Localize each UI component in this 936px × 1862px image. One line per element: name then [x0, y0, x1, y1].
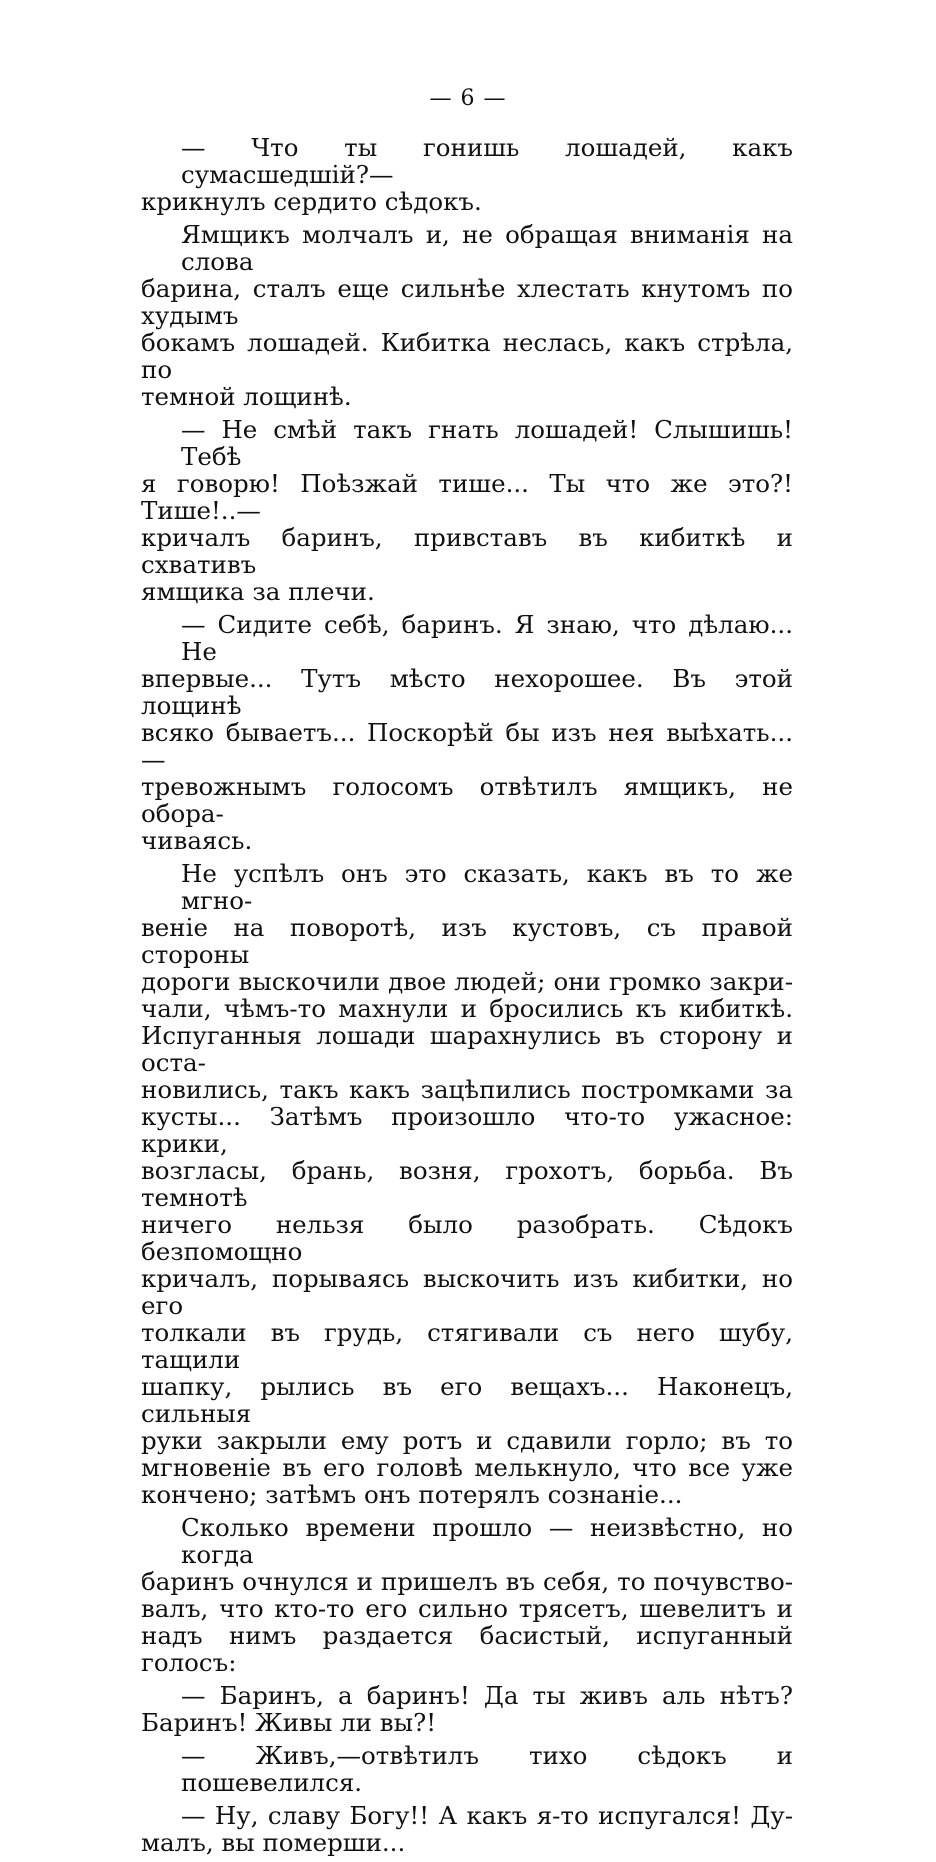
- text-line: всяко бываетъ... Поскорѣй бы изъ нея выѣхать... —: [141, 718, 793, 774]
- text-line: — Что ты гонишь лошадей, какъ сумасшедшій?—: [181, 133, 793, 189]
- text-line: Не успѣлъ онъ это сказать, какъ въ то же мгно-: [181, 859, 793, 915]
- text-line: впервые... Тутъ мѣсто нехорошее. Въ этой лощинѣ: [141, 664, 793, 720]
- text-line: темной лощинѣ.: [141, 382, 352, 411]
- paragraph: [141, 611, 793, 854]
- paragraph: [141, 1802, 793, 1856]
- text-line: — Ну, славу Богу!! А какъ я-то испугался! Ду-: [181, 1801, 793, 1830]
- text-line: дороги выскочили двое людей; они громко закри-: [141, 967, 793, 996]
- text-line: Ямщикъ молчалъ и, не обращая вниманія на слова: [181, 220, 793, 276]
- paragraph: [141, 1514, 793, 1676]
- text-line: — Не смѣй такъ гнать лошадей! Слышишь! Тебѣ: [181, 415, 793, 471]
- text-line: Испуганныя лошади шарахнулись въ сторону и оста-: [141, 1021, 793, 1077]
- text-line: кричалъ баринъ, привставъ въ кибиткѣ и схвативъ: [141, 523, 793, 579]
- text-line: чали, чѣмъ-то махнули и бросились къ кибиткѣ.: [141, 994, 793, 1023]
- text-line: валъ, что кто-то его сильно трясетъ, шевелитъ и: [141, 1594, 793, 1623]
- text-line: барина, сталъ еще сильнѣе хлестать кнутомъ по худымъ: [141, 274, 793, 330]
- text-line: чиваясь.: [141, 826, 253, 855]
- page-number: — 6 —: [429, 86, 507, 111]
- text-line: руки закрыли ему ротъ и сдавили горло; въ то: [141, 1426, 793, 1455]
- text-line: малъ, вы померши...: [141, 1828, 406, 1857]
- text-line: надъ нимъ раздается басистый, испуганный голосъ:: [141, 1621, 793, 1677]
- text-line: баринъ очнулся и пришелъ въ себя, то почувство-: [141, 1567, 793, 1596]
- text-line: бокамъ лошадей. Кибитка неслась, какъ стрѣла, по: [141, 328, 793, 384]
- paragraph: [141, 860, 793, 1508]
- text-line: тревожнымъ голосомъ отвѣтилъ ямщикъ, не обора-: [141, 772, 793, 828]
- paragraph: [141, 134, 793, 215]
- text-line: шапку, рылись въ его вещахъ... Наконецъ, сильныя: [141, 1372, 793, 1428]
- paragraph: [141, 1682, 793, 1736]
- body-text: [141, 134, 793, 1862]
- text-line: мгновеніе въ его головѣ мелькнуло, что все уже: [141, 1453, 793, 1482]
- text-line: Баринъ! Живы ли вы?!: [141, 1708, 437, 1737]
- text-line: ямщика за плечи.: [141, 577, 375, 606]
- text-line: Сколько времени прошло — неизвѣстно, но когда: [181, 1513, 793, 1569]
- text-line: толкали въ грудь, стягивали съ него шубу, тащили: [141, 1318, 793, 1374]
- text-line: я говорю! Поѣзжай тише... Ты что же это?! Тише!..—: [141, 469, 793, 525]
- paragraph: [141, 221, 793, 410]
- paragraph: [141, 1742, 793, 1796]
- text-line: возгласы, брань, возня, грохотъ, борьба. Въ темнотѣ: [141, 1156, 793, 1212]
- text-line: новились, такъ какъ зацѣпились постромками за: [141, 1075, 793, 1104]
- text-line: — Сидите себѣ, баринъ. Я знаю, что дѣлаю... Не: [181, 610, 793, 666]
- text-line: — Живъ,—отвѣтилъ тихо сѣдокъ и пошевелился.: [181, 1741, 793, 1797]
- paragraph: [141, 416, 793, 605]
- text-line: ничего нельзя было разобрать. Сѣдокъ безпомощно: [141, 1210, 793, 1266]
- text-line: — Баринъ, а баринъ! Да ты живъ аль нѣтъ?: [181, 1681, 793, 1710]
- text-line: крикнулъ сердито сѣдокъ.: [141, 187, 482, 216]
- text-line: веніе на поворотѣ, изъ кустовъ, съ правой стороны: [141, 913, 793, 969]
- text-line: кричалъ, порываясь выскочить изъ кибитки, но его: [141, 1264, 793, 1320]
- text-line: кусты... Затѣмъ произошло что-то ужасное: крики,: [141, 1102, 793, 1158]
- text-line: кончено; затѣмъ онъ потерялъ сознаніе...: [141, 1480, 683, 1509]
